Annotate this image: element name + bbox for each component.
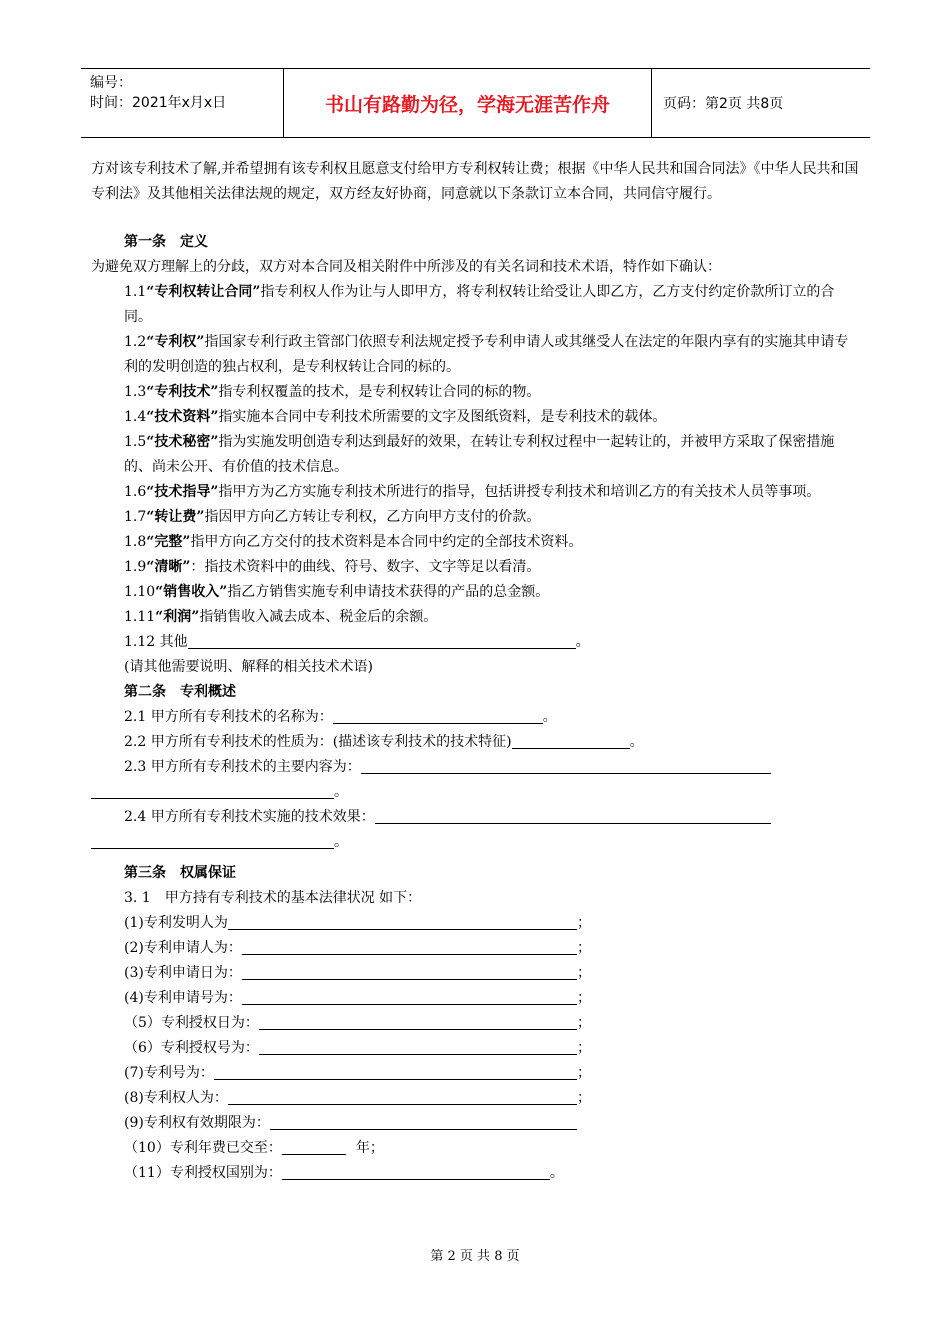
article3-lead: 3. 1 甲方持有专利技术的基本法律状况 如下：	[124, 890, 422, 906]
article2-item-3: 2.3 甲方所有专利技术的主要内容为：	[91, 755, 861, 780]
document-number-label: 编号：	[90, 75, 132, 91]
definition-item: 1.9“清晰”：指技术资料中的曲线、符号、数字、文字等足以看清。	[124, 559, 541, 575]
legal-status-field-11: （11）专利授权国别为： 。	[91, 1161, 861, 1186]
definition-item: 1.11“利润”指销售收入减去成本、税金后的余额。	[124, 609, 438, 625]
legal-status-field: (4)专利申请号为： ；	[91, 986, 861, 1011]
header-meta	[90, 73, 280, 113]
article2-item-3-continued: 。	[91, 780, 861, 805]
definition-item: 1.7“转让费”指因甲方向乙方转让专利权，乙方向甲方支付的价款。	[124, 509, 541, 525]
legal-status-field: （6）专利授权号为： ；	[91, 1036, 861, 1061]
document-date: 时间：2021年x月x日	[90, 95, 227, 111]
page-header	[81, 68, 870, 138]
definition-item: 1.1“专利权转让合同”指专利权人作为让与人即甲方，将专利权转让给受让人即乙方，乙方支付约定价款所订立的合同。	[124, 284, 835, 325]
legal-status-field-10: （10）专利年费已交至： 年；	[91, 1136, 861, 1161]
legal-status-fields	[91, 911, 861, 1136]
article2-item-4: 2.4 甲方所有专利技术实施的技术效果：	[91, 805, 861, 830]
definition-item: 1.8“完整”指甲方向乙方交付的技术资料是本合同中约定的全部技术资料。	[124, 534, 583, 550]
legal-status-field: (3)专利申请日为： ；	[91, 961, 861, 986]
article2-item-1: 2.1 甲方所有专利技术的名称为： 。	[91, 705, 861, 730]
article3-title: 第三条 权属保证	[124, 865, 236, 881]
definition-item: 1.6“技术指导”指甲方为乙方实施专利技术所进行的指导，包括讲授专利技术和培训乙方的有关技术人员等事项。	[124, 484, 821, 500]
header-page-info: 页码：第2页 共8页	[663, 96, 784, 112]
legal-status-field: (9)专利权有效期限为：	[91, 1111, 861, 1136]
article2-item-2: 2.2 甲方所有专利技术的性质为：(描述该专利技术的技术特征) 。	[91, 730, 861, 755]
definition-item: 1.10“销售收入”指乙方销售实施专利申请技术获得的产品的总金额。	[124, 584, 550, 600]
page-footer: 第 2 页 共 8 页	[430, 1249, 520, 1264]
document-body	[91, 157, 861, 1186]
definitions-list	[91, 280, 861, 630]
legal-status-field: (2)专利申请人为： ；	[91, 936, 861, 961]
definition-item: 1.2“专利权”指国家专利行政主管部门依照专利法规定授予专利申请人或其继受人在法定的年限内享有的实施其申请专利的发明创造的独占权利，是专利权转让合同的标的。	[124, 334, 849, 375]
header-motto: 书山有路勤为径，学海无涯苦作舟	[283, 69, 652, 137]
definition-item: 1.4“技术资料”指实施本合同中专利技术所需要的文字及图纸资料，是专利技术的载体。	[124, 409, 667, 425]
intro-paragraph: 方对该专利技术了解,并希望拥有该专利权且愿意支付给甲方专利权转让费；根据《中华人民共和国合同法》《中华人民共和国专利法》及其他相关法律法规的规定，双方经友好协商，同意就以下条款订立本合同，共同信守履行。	[91, 161, 859, 202]
definition-item: 1.5“技术秘密”指为实施发明创造专利达到最好的效果，在转让专利权过程中一起转让的，并被甲方采取了保密措施的、尚未公开、有价值的技术信息。	[124, 434, 835, 475]
article1-title: 第一条 定义	[124, 234, 208, 250]
legal-status-field: (7)专利号为： ；	[91, 1061, 861, 1086]
legal-status-field: (8)专利权人为： ；	[91, 1086, 861, 1111]
legal-status-field: （5）专利授权日为： ；	[91, 1011, 861, 1036]
article1-lead: 为避免双方理解上的分歧，双方对本合同及相关附件中所涉及的有关名词和技术术语，特作如下确认：	[91, 259, 721, 275]
legal-status-field: (1)专利发明人为 ；	[91, 911, 861, 936]
article2-title: 第二条 专利概述	[124, 684, 236, 700]
definition-item-1-12: 1.12 其他 。	[91, 630, 861, 655]
article1-note: (请其他需要说明、解释的相关技术术语)	[124, 659, 373, 675]
article2-item-4-continued: 。	[91, 830, 861, 855]
definition-item: 1.3“专利技术”指专利权覆盖的技术，是专利权转让合同的标的物。	[124, 384, 541, 400]
